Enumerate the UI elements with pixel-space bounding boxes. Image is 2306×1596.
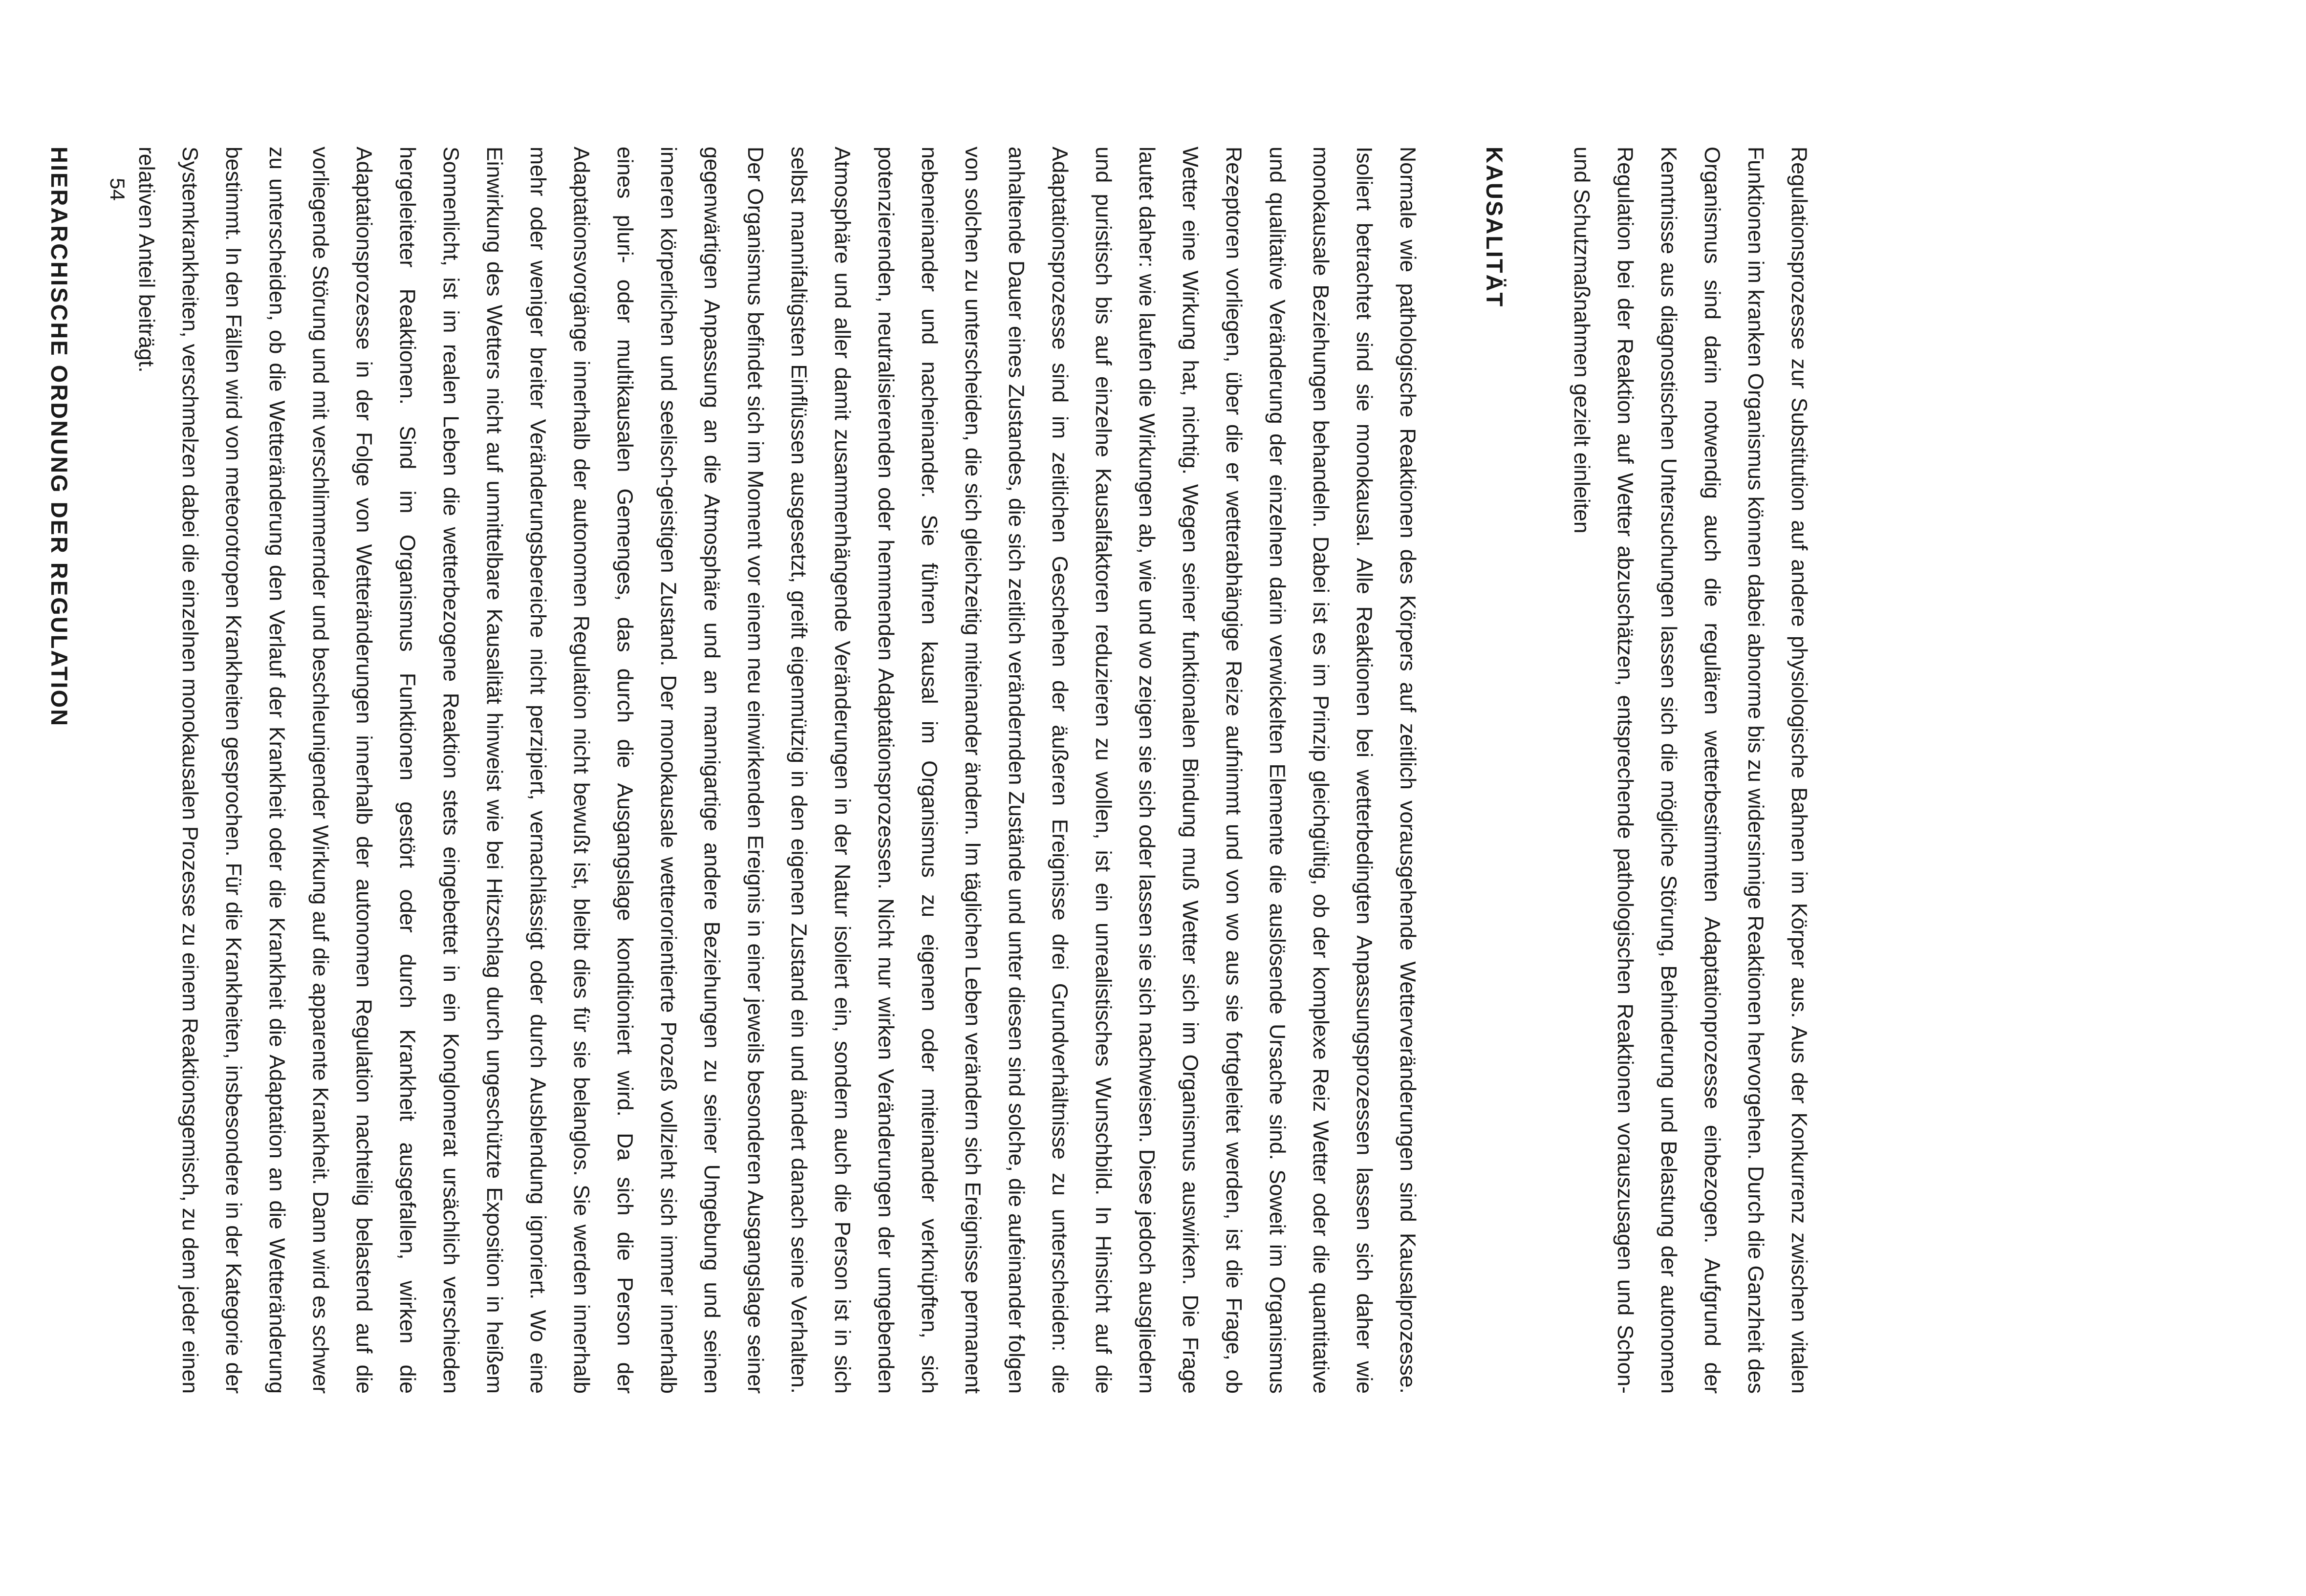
section-heading-kausalitaet: KAUSALITÄT	[1482, 147, 1508, 308]
spacer	[81, 147, 125, 1394]
document-body	[0, 147, 1821, 1394]
intro-paragraph: Regulationsprozesse zur Substitution auf andere physiologische Bahnen im Körper aus. Aus der Konkurrenz zwischen vitalen Funktionen im kranken Organismus können dabei abnorme bis zu widersinnige Reaktionen hervorgehen. Durch die Ganzheit des Organismus sind darin notwendig auch die regulären wetterbestimmten Adaptationprozesse einbezogen. Aufgrund der Kenntnisse aus diagnostischen Untersuchungen lassen sich die mögliche Störung, Behinderung und Belastung der autonomen Regulation bei der Reaktion auf Wetter abzuschätzen, entsprechende pathologischen Reaktionen vorauszusagen und Schon- und Schutzmaßnahmen gezielt einleiten	[1570, 147, 1811, 1394]
spacer	[0, 147, 38, 1394]
spacer	[1516, 147, 1560, 1394]
page-number: 54	[106, 178, 129, 201]
kausalitaet-paragraph: Normale wie pathologische Reaktionen des Körpers auf zeitlich vorausgehende Wetterveränderungen sind Kausalprozesse. Isoliert betrachtet sind sie monokausal. Alle Reaktionen bei wetterbedingten Anpassungsprozessen lassen sich daher wie monokausale Beziehungen behandeln. Dabei ist es im Prinzip gleichgültig, ob der komplexe Reiz Wetter oder die quantitative und qualitative Veränderung der einzelnen darin verwickelten Elemente die auslösende Ursache sind. Soweit im Organismus Rezeptoren vorliegen, über die er wetterabhängige Reize aufnimmt und von wo aus sie fortgeleitet werden, ist die Frage, ob Wetter eine Wirkung hat, nichtig. Wegen seiner funktionalen Bindung muß Wetter sich im Organismus auswirken. Die Frage lautet daher: wie laufen die Wirkungen ab, wie und wo zeigen sie sich oder lassen sie sich nachweisen. Diese jedoch ausgliedern und puristisch bis auf einzelne Kausalfaktoren reduzieren zu wollen, ist ein unrealistisches Wunschbild. In Hinsicht auf die Adaptationsprozesse sind im zeitlichen Geschehen der äußeren Ereignisse drei Grundverhältnisse zu unterscheiden: die anhaltende Dauer eines Zustandes, die sich zeitlich verändernden Zustände und unter diesen sind solche, die aufeinander folgen von solchen zu unterscheiden, die sich gleichzeitig miteinander ändern. Im täglichen Leben verändern sich Ereignisse permanent nebeneinander und nacheinander. Sie führen kausal im Organismus zu eigenen oder miteinander verknüpften, sich potenzierenden, neutralisierenden oder hemmenden Adaptationsprozessen. Nicht nur wirken Veränderungen der umgebenden Atmosphäre und aller damit zusammenhängende Veränderungen in der Natur isoliert ein, sondern auch die Person ist in sich selbst mannifaltigsten Einflüssen ausgesetzt, greift eigenmützig in den eigenen Zustand ein und ändert danach seine Verhalten. Der Organismus befindet sich im Moment vor einem neu einwirkenden Ereignis in einer jeweils besonderen Ausgangslage seiner gegenwärtigen Anpassung an die Atmosphäre und an mannigartige andere Beziehungen zu seiner Umgebung und seinen inneren körperlichen und seelisch-geistigen Zustand. Der monokausale wetterorientierte Prozeß vollzieht sich immer innerhalb eines pluri- oder multikausalen Gemenges, das durch die Ausgangslage konditioniert wird. Da sich die Person der Adaptationsvorgänge innerhalb der autonomen Regulation nicht bewußt ist, bleibt dies für sie belanglos. Sie werden innerhalb mehr oder weniger breiter Veränderungsbereiche nicht perzipiert, vernachlässigt oder durch Ausblendung ignoriert. Wo eine Einwirkung des Wetters nicht auf unmittelbare Kausalität hinweist wie bei Hitzschlag durch ungeschützte Exposition in heißem Sonnenlicht, ist im realen Leben die wetterbezogene Reaktion stets eingebettet in ein Konglomerat ursächlich verschieden hergeleiteter Reaktionen. Sind im Organismus Funktionen gestört oder durch Krankheit ausgefallen, wirken die Adaptationsprozesse in der Folge von Wetteränderungen innerhalb der autonomen Regulation nachteilig belastend auf die vorliegende Störung und mit verschlimmernder und beschleunigender Wirkung auf die apparente Krankheit. Dann wird es schwer zu unterscheiden, ob die Wetteränderung den Verlauf der Krankheit oder die Krankheit die Adaptation an die Wetteränderung bestimmt. In den Fällen wird von meteorotropen Krankheiten gesprochen. Für die Krankheiten, insbesondere in der Kategorie der Systemkrankheiten, verschmelzen dabei die einzelnen monokausalen Prozesse zu einem Reaktionsgemisch, zu dem jeder einen relativen Anteil beiträgt.	[134, 147, 1420, 1394]
section-heading-hierarchie: HIERARCHISCHE ORDNUNG DER REGULATION	[46, 147, 72, 728]
spacer	[1429, 147, 1473, 1394]
